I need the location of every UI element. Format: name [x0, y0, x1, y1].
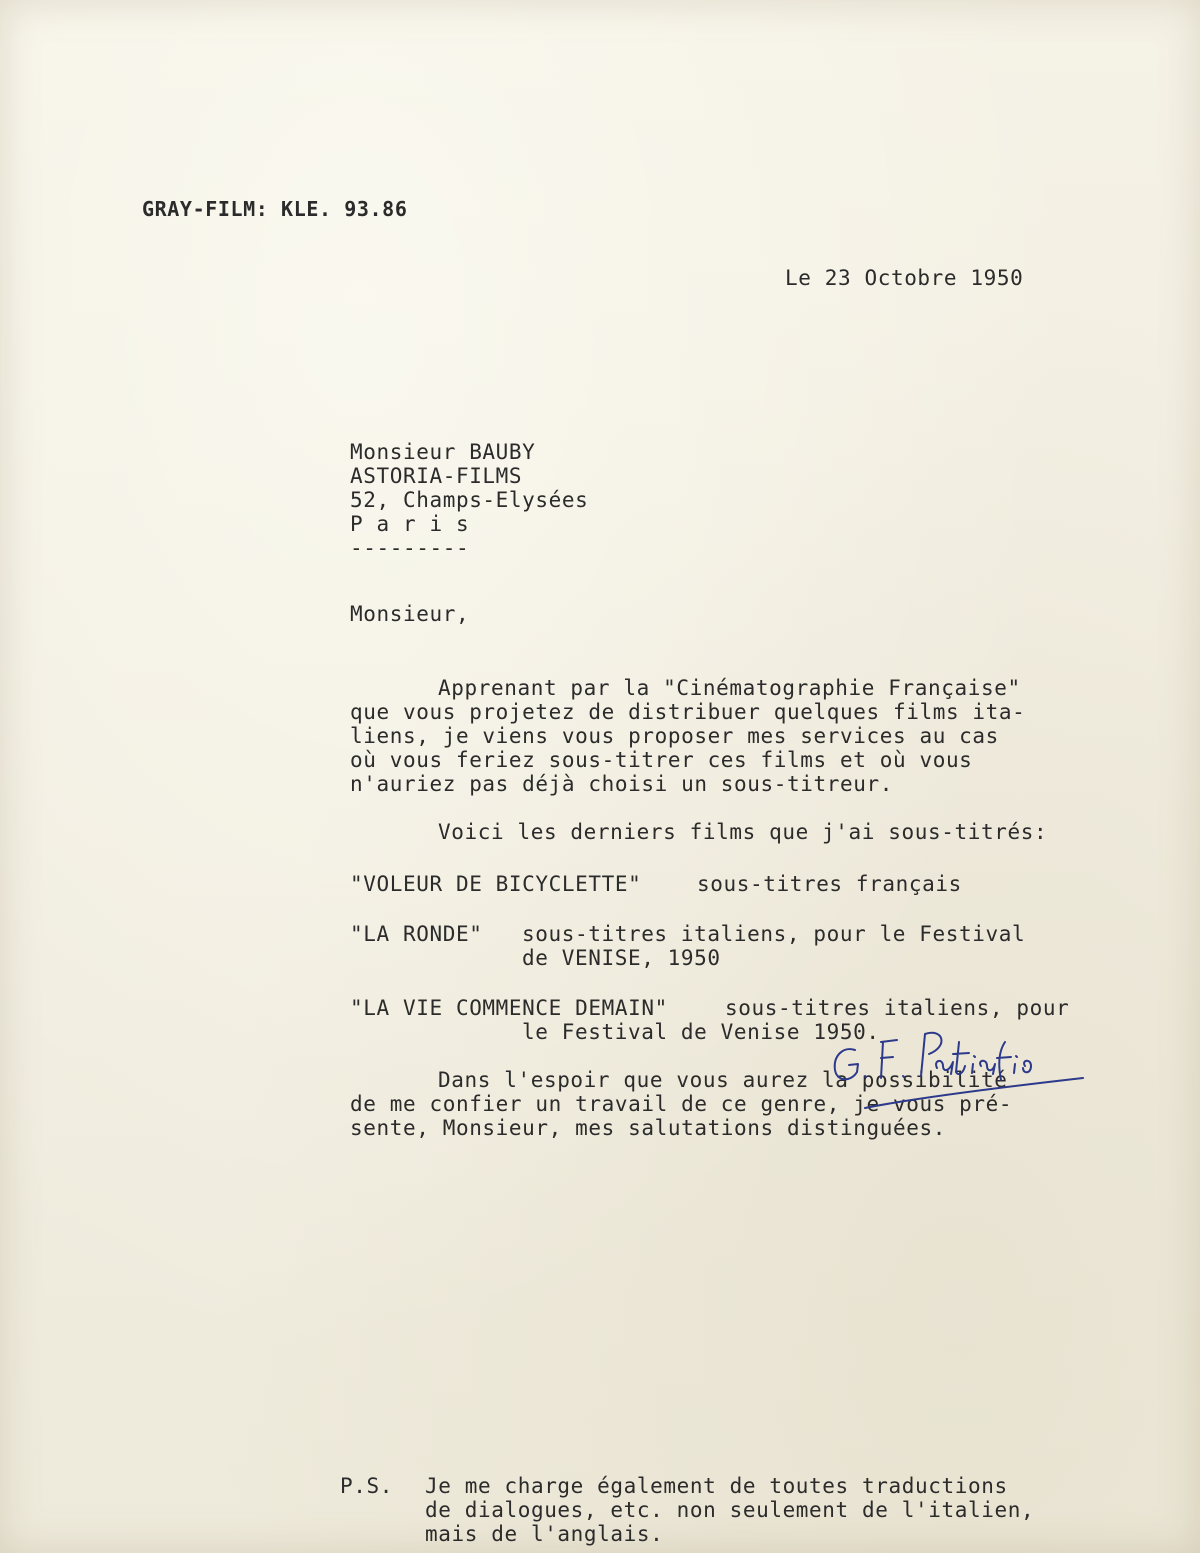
- paragraph-line: Dans l'espoir que vous aurez la possibilité: [438, 1068, 1008, 1092]
- film-title: "LA VIE COMMENCE DEMAIN": [350, 996, 668, 1020]
- paragraph-line: où vous feriez sous-titrer ces films et où vous: [350, 748, 973, 772]
- salutation: Monsieur,: [350, 602, 470, 626]
- film-description: de VENISE, 1950: [522, 946, 721, 970]
- film-description: le Festival de Venise 1950.: [522, 1020, 880, 1044]
- postscript-label: P.S.: [340, 1474, 393, 1498]
- film-title: "LA RONDE": [350, 922, 483, 946]
- film-description: sous-titres italiens, pour le Festival: [522, 922, 1026, 946]
- paragraph-2: Voici les derniers films que j'ai sous-titrés:: [438, 820, 1048, 844]
- film-description: sous-titres français: [697, 872, 962, 896]
- postscript-line: mais de l'anglais.: [425, 1522, 664, 1546]
- film-description: sous-titres italiens, pour: [725, 996, 1070, 1020]
- recipient-company: ASTORIA-FILMS: [350, 464, 523, 488]
- recipient-street: 52, Champs-Elysées: [350, 488, 589, 512]
- paragraph-line: Apprenant par la "Cinématographie Française": [438, 676, 1021, 700]
- postscript-line: de dialogues, etc. non seulement de l'italien,: [425, 1498, 1035, 1522]
- paragraph-line: de me confier un travail de ce genre, je vous pré-: [350, 1092, 1013, 1116]
- paragraph-line: n'auriez pas déjà choisi un sous-titreur.: [350, 772, 893, 796]
- recipient-city: P a r i s: [350, 512, 470, 536]
- reference-line: GRAY-FILM: KLE. 93.86: [142, 197, 408, 221]
- address-underline: ---------: [350, 536, 470, 560]
- paragraph-line: liens, je viens vous proposer mes services au cas: [350, 724, 999, 748]
- letter-date: Le 23 Octobre 1950: [785, 266, 1024, 290]
- paragraph-line: sente, Monsieur, mes salutations distinguées.: [350, 1116, 946, 1140]
- recipient-name: Monsieur BAUBY: [350, 440, 536, 464]
- film-title: "VOLEUR DE BICYCLETTE": [350, 872, 642, 896]
- handwritten-signature: [825, 1020, 1090, 1120]
- postscript-line: Je me charge également de toutes traductions: [425, 1474, 1008, 1498]
- paragraph-line: que vous projetez de distribuer quelques films ita-: [350, 700, 1026, 724]
